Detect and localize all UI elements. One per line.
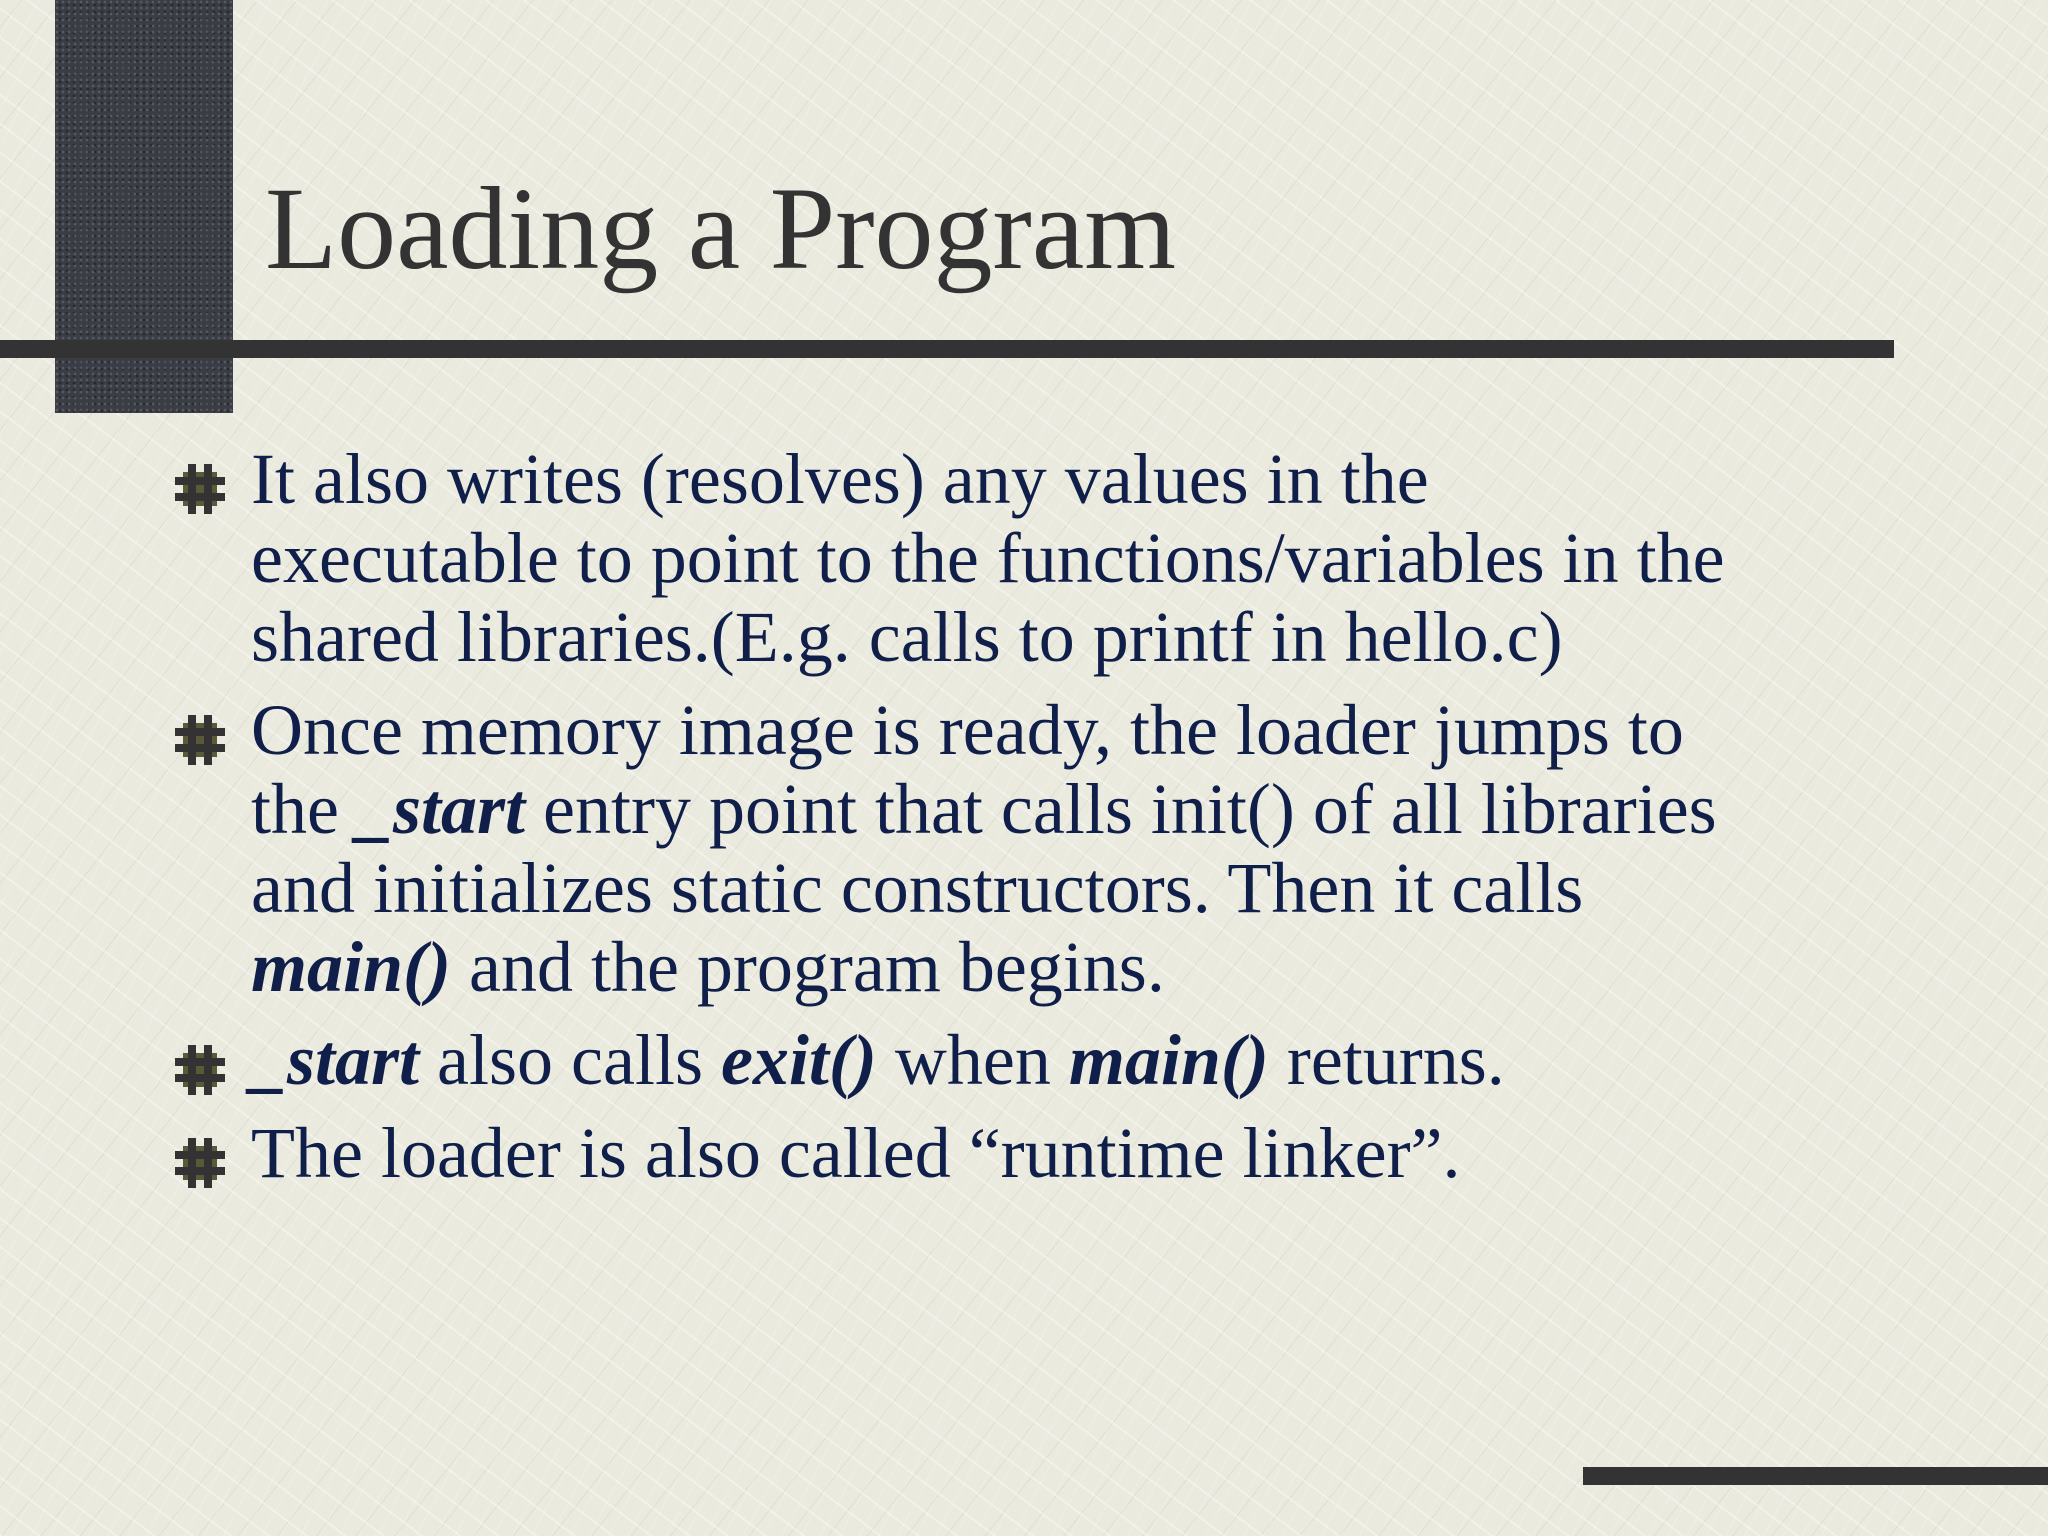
bullet-3-text: also calls: [419, 1020, 721, 1100]
slide-title: Loading a Program: [265, 163, 1176, 294]
bullet-item-1: [175, 440, 1875, 677]
hash-bullet-icon: [175, 464, 225, 514]
bullet-2-text: the: [251, 769, 357, 849]
bullet-2-line-1: Once memory image is ready, the loader jumps to: [251, 690, 1684, 770]
bullet-item-3: [175, 1021, 1875, 1100]
bullet-3-text: when: [876, 1020, 1069, 1100]
bullet-2-line-4: [251, 928, 1875, 1007]
start-symbol-emphasis: _start: [251, 1020, 420, 1100]
hash-bullet-icon: [175, 715, 225, 765]
hash-bullet-icon: [175, 1045, 225, 1095]
bullet-item-4: [175, 1114, 1875, 1193]
bullet-1-line-3: shared libraries.(E.g. calls to printf in hello.c): [251, 597, 1563, 677]
bullet-2-line-3: and initializes static constructors. Then it calls: [251, 848, 1584, 928]
bottom-corner-rule: [1583, 1467, 2048, 1485]
bullet-3-line-1: [251, 1021, 1875, 1100]
bullet-1-line-1: It also writes (resolves) any values in the: [251, 439, 1429, 519]
main-function-emphasis: main(): [1068, 1020, 1269, 1100]
start-symbol-emphasis: _start: [356, 769, 526, 849]
bullet-2-line-2: [251, 770, 1875, 849]
title-divider-rule: [0, 340, 1894, 358]
bullet-item-2: [175, 691, 1875, 1007]
bullet-list: [175, 440, 1875, 1207]
bullet-1-line-2: executable to point to the functions/variables in the: [251, 518, 1725, 598]
main-function-emphasis: main(): [251, 927, 452, 1007]
bullet-2-text: and the program begins.: [451, 927, 1165, 1007]
exit-function-emphasis: exit(): [720, 1020, 877, 1100]
bullet-2-text: entry point that calls init() of all libraries: [525, 769, 1717, 849]
bullet-4-line-1: The loader is also called “runtime linker”.: [251, 1113, 1461, 1193]
hash-bullet-icon: [175, 1138, 225, 1188]
bullet-3-text: returns.: [1268, 1020, 1505, 1100]
